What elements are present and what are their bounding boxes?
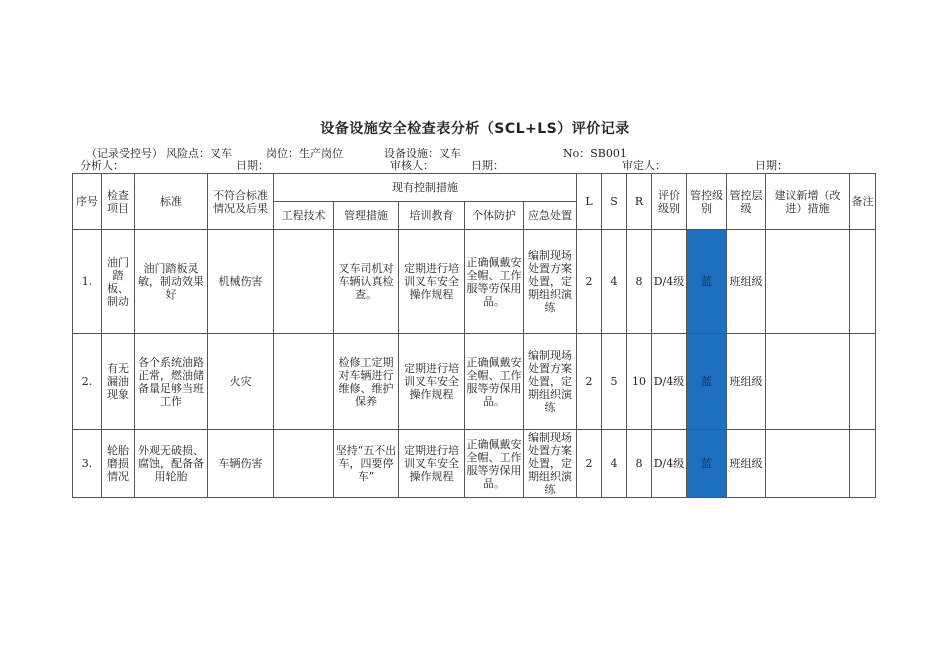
row-s: 5 xyxy=(602,334,627,430)
row-train: 定期进行培训叉车安全操作规程 xyxy=(399,430,465,498)
header-ctrl-level: 管控级别 xyxy=(687,174,727,230)
row-ctrl-layer: 班组级 xyxy=(727,430,766,498)
row-emerg: 编制现场处置方案处置，定期组织演练 xyxy=(524,230,577,334)
row-ctrl-layer: 班组级 xyxy=(727,230,766,334)
row-mgmt: 检修工定期对车辆进行维修、维护保养 xyxy=(334,334,399,430)
row-emerg: 编制现场处置方案处置，定期组织演练 xyxy=(524,430,577,498)
row-s: 4 xyxy=(602,230,627,334)
row-r: 10 xyxy=(627,334,652,430)
row-ppe: 正确佩戴安全帽、工作服等劳保用品。 xyxy=(465,430,524,498)
row-item: 轮胎磨损情况 xyxy=(102,430,135,498)
header-ppe: 个体防护 xyxy=(465,202,524,230)
row-item: 有无漏油现象 xyxy=(102,334,135,430)
row-standard: 油门踏板灵敏，制动效果好 xyxy=(135,230,208,334)
header-suggest: 建议新增（改进）措施 xyxy=(766,174,850,230)
row-seq: 3. xyxy=(73,430,102,498)
row-suggest xyxy=(766,430,850,498)
approver-date-label: 日期： xyxy=(755,159,788,172)
equipment: 设备设施：叉车 xyxy=(384,147,461,160)
risk-point: 风险点：叉车 xyxy=(166,147,232,160)
table-row xyxy=(73,430,876,498)
header-row-1 xyxy=(73,174,876,202)
row-ctrl-layer: 班组级 xyxy=(727,334,766,430)
header-r: R xyxy=(627,174,652,230)
row-l: 2 xyxy=(577,334,602,430)
header-train: 培训教育 xyxy=(399,202,465,230)
header-eval: 评价级别 xyxy=(652,174,687,230)
row-seq: 2. xyxy=(73,334,102,430)
row-eval: D/4级 xyxy=(652,430,687,498)
row-r: 8 xyxy=(627,230,652,334)
reviewer-date-label: 日期： xyxy=(471,159,504,172)
row-emerg: 编制现场处置方案处置，定期组织演练 xyxy=(524,334,577,430)
header-mgmt: 管理措施 xyxy=(334,202,399,230)
row-s: 4 xyxy=(602,430,627,498)
table-row xyxy=(73,334,876,430)
row-l: 2 xyxy=(577,430,602,498)
table-row xyxy=(73,230,876,334)
row-mgmt: 叉车司机对车辆认真检查。 xyxy=(334,230,399,334)
row-r: 8 xyxy=(627,430,652,498)
header-remark: 备注 xyxy=(850,174,876,230)
approver-label: 审定人： xyxy=(622,159,666,172)
header-seq: 序号 xyxy=(73,174,102,230)
reviewer-label: 审核人： xyxy=(390,159,434,172)
row-eng xyxy=(274,334,334,430)
post: 岗位：生产岗位 xyxy=(266,147,343,160)
row-item: 油门踏板、制动 xyxy=(102,230,135,334)
header-emerg: 应急处置 xyxy=(524,202,577,230)
row-standard: 外观无破损、腐蚀，配备备用轮胎 xyxy=(135,430,208,498)
header-eng: 工程技术 xyxy=(274,202,334,230)
header-nonconform: 不符合标准情况及后果 xyxy=(208,174,274,230)
row-suggest xyxy=(766,230,850,334)
header-s: S xyxy=(602,174,627,230)
row-remark xyxy=(850,430,876,498)
row-ctrl-level: 蓝 xyxy=(687,430,727,498)
row-remark xyxy=(850,230,876,334)
header-standard: 标准 xyxy=(135,174,208,230)
row-seq: 1. xyxy=(73,230,102,334)
header-ctrl-layer: 管控层级 xyxy=(727,174,766,230)
header-controls: 现有控制措施 xyxy=(274,174,577,202)
document-title: 设备设施安全检查表分析（SCL+LS）评价记录 xyxy=(320,121,630,137)
row-ctrl-level: 蓝 xyxy=(687,230,727,334)
row-eng xyxy=(274,430,334,498)
row-remark xyxy=(850,334,876,430)
analyst-label: 分析人： xyxy=(80,159,124,172)
row-eng xyxy=(274,230,334,334)
header-l: L xyxy=(577,174,602,230)
row-train: 定期进行培训叉车安全操作规程 xyxy=(399,334,465,430)
row-l: 2 xyxy=(577,230,602,334)
evaluation-table xyxy=(72,173,876,498)
analyst-date-label: 日期： xyxy=(236,159,269,172)
record-no: （记录受控号） xyxy=(86,147,163,160)
row-nonconform: 机械伤害 xyxy=(208,230,274,334)
header-item: 检查项目 xyxy=(102,174,135,230)
row-standard: 各个系统油路正常，燃油储备量足够当班工作 xyxy=(135,334,208,430)
row-ctrl-level: 蓝 xyxy=(687,334,727,430)
row-nonconform: 火灾 xyxy=(208,334,274,430)
row-eval: D/4级 xyxy=(652,334,687,430)
row-nonconform: 车辆伤害 xyxy=(208,430,274,498)
row-train: 定期进行培训叉车安全操作规程 xyxy=(399,230,465,334)
row-mgmt: 坚持“五不出车，四要停车” xyxy=(334,430,399,498)
row-ppe: 正确佩戴安全帽、工作服等劳保用品。 xyxy=(465,230,524,334)
row-suggest xyxy=(766,334,850,430)
document-number: No：SB001 xyxy=(563,147,627,160)
row-ppe: 正确佩戴安全帽、工作服等劳保用品。 xyxy=(465,334,524,430)
row-eval: D/4级 xyxy=(652,230,687,334)
